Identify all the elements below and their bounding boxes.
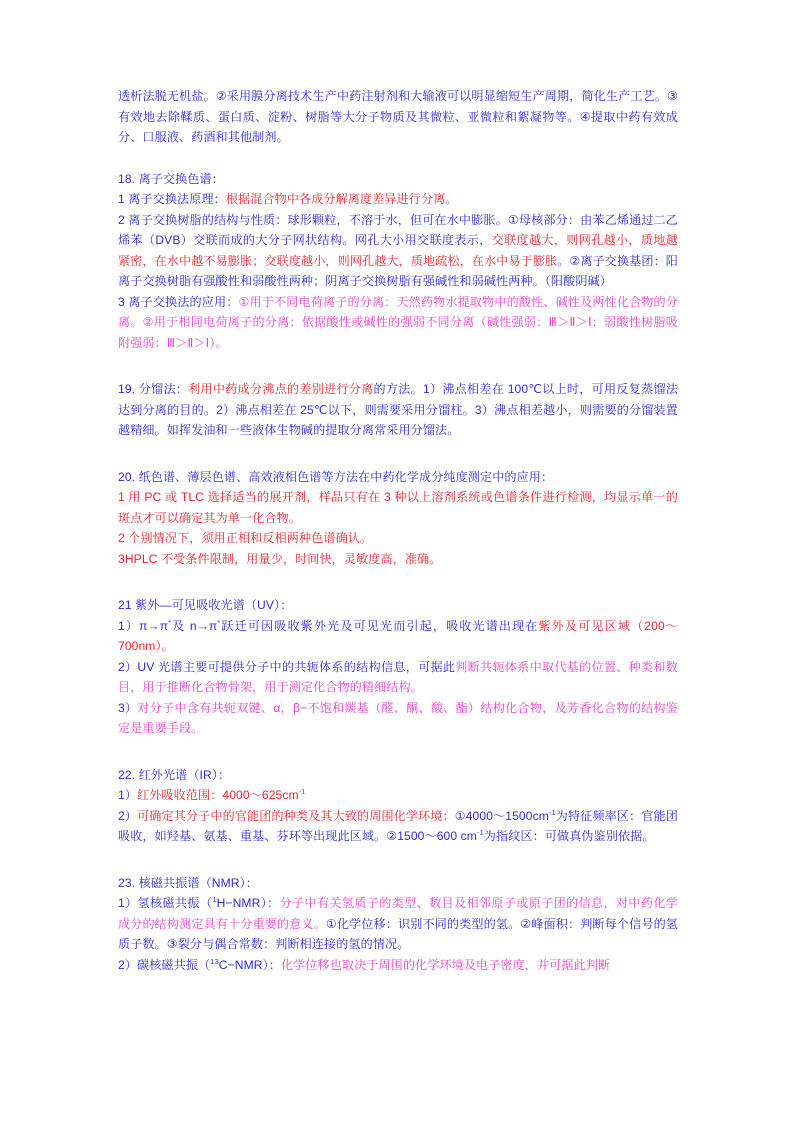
text-segment-highlight: 紫外及可见区域（200～700nm）。	[118, 618, 678, 653]
text-segment: 为指纹区：可做真伪鉴别依据。	[483, 829, 655, 843]
paragraph-17-continued	[118, 86, 678, 148]
text-segment: 透析法脱无机盐。②采用膜分离技术生产中药注射剂和大输液可以明显缩短生产周期，简化生产工艺。③有效地去除鞣质、蛋白质、淀粉、树脂等大分子物质及其微粒、亚微粒和絮凝物等。④提取中药有效成分、口服液、药酒和其他制剂。	[118, 89, 678, 144]
text-segment: 及 n→π	[171, 618, 218, 633]
text-segment: 2 离子交换树脂的结构与性质：	[118, 212, 288, 227]
paragraph-18-2	[118, 210, 678, 292]
text-segment: 22. 红外光谱（IR）：	[118, 767, 231, 782]
superscript-asterisk: *	[168, 617, 172, 627]
text-segment: ①化学位移：识别不同的类型的氢。②峰面积：判断每个信号的氢质子数。③裂分与偶合常数：判断相连接的氢的情况。	[118, 916, 678, 951]
superscript-isotope: 13	[210, 956, 219, 966]
text-segment-highlight: 3HPLC 不受条件限制，用量少，时间快，灵敏度高，准确。	[118, 551, 442, 566]
superscript-wavenumber: -1	[298, 786, 306, 796]
text-segment: 23. 核磁共振谱（NMR）：	[118, 875, 258, 890]
superscript-asterisk: *	[217, 617, 221, 627]
text-segment: H−NMR）：	[216, 896, 280, 910]
heading-23	[118, 873, 678, 894]
heading-22	[118, 765, 678, 786]
text-segment-highlight: 红外吸收范围：4000～625cm	[137, 788, 299, 802]
text-segment-highlight: 根据混合物中各成分解离度差异进行分离。	[225, 192, 458, 206]
text-segment: 18. 离子交换色谱：	[118, 171, 224, 186]
paragraph-22-2	[118, 806, 678, 847]
text-segment: 的方法。1）沸点相差在 100℃以上时，可用反复蒸馏法达到分离的目的。2）沸点相差在 25℃以下，则需要采用分馏柱。3）沸点相差越小，则需要的分馏装置越精细。如挥发油和一些液体生物碱的提取分离常采用分馏法。	[118, 382, 678, 437]
text-segment-highlight: 对分子中含有共轭双键、α，β−不饱和羰基（醛、酮、酸、酯）结构化合物，及芳香化合物的结构鉴定是重要手段。	[118, 700, 678, 735]
paragraph-22-1	[118, 785, 678, 806]
spacer	[118, 739, 678, 765]
text-segment-highlight: 分子中有关氢质子的类型、数目及相邻原子或原子团的信息，对中药化学成分的结构测定具有十分重要的意义。	[118, 896, 679, 931]
text-segment: 20. 纸色谱、薄层色谱、高效液相色谱等方法在中药化学成分纯度测定中的应用：	[118, 469, 554, 484]
text-segment: 。②离子交换基团：	[557, 253, 666, 268]
text-segment: 2）碳核磁共振（	[118, 957, 211, 972]
text-segment: C−NMR）：	[218, 957, 281, 972]
text-segment: 1）	[118, 788, 138, 802]
paragraph-19	[118, 379, 678, 441]
spacer	[118, 847, 678, 873]
paragraph-20-3	[118, 549, 678, 570]
text-segment: 3）	[118, 700, 138, 715]
paragraph-20-1	[118, 487, 678, 528]
heading-20	[118, 467, 678, 488]
paragraph-21-3	[118, 698, 678, 739]
text-segment: 19. 分馏法：	[118, 382, 189, 396]
spacer	[118, 353, 678, 379]
paragraph-20-2	[118, 528, 678, 549]
spacer	[118, 441, 678, 467]
text-segment-highlight: 利用中药成分沸点的差别进行分离	[188, 382, 374, 396]
superscript-isotope: 1	[212, 894, 217, 904]
text-segment-highlight: 1 用 PC 或 TLC 选择适当的展开剂，样品只有在 3 种以上溶剂系统或色谱条件进行检测，均显示单一的斑点才可以确定其为单一化合物。	[118, 490, 678, 525]
text-segment-highlight: 可确定其分子中的官能团的种类及其大致的周围化学环境：	[137, 808, 455, 823]
paragraph-21-2	[118, 657, 678, 698]
text-segment: 阳离子交换树脂有强酸性和弱酸性两种；阴离子交换树脂有强碱性和弱碱性两种。（阳酸阴碱）	[118, 253, 678, 288]
text-segment: 。①母核部分：由苯乙烯通过二乙烯苯（DVB）交联而成的大分子网状结构。网孔大小用交联度表示，	[118, 212, 679, 247]
text-segment: 2）UV 光谱主要可提供分子中的共轭体系的结构信息，可据此	[118, 659, 456, 674]
text-segment: 1）π→π	[118, 618, 169, 633]
paragraph-18-3	[118, 292, 678, 354]
spacer	[118, 148, 678, 169]
superscript-wavenumber: -1	[476, 827, 484, 837]
text-segment: 为特征频率区：官能团吸收，如羟基、氨基、重基、芬环等出现此区域。②1500～600 cm	[118, 808, 678, 843]
text-segment: 21 紫外—可见吸收光谱（UV）：	[118, 598, 293, 612]
heading-18	[118, 169, 678, 190]
text-segment-highlight: 交联度越大，则网孔越小，质地越紧密，在水中越不易膨胀；交联度越小，则网孔越大，质地疏松，在水中易于膨胀	[118, 233, 678, 268]
paragraph-18-1	[118, 189, 678, 210]
text-segment-highlight: 判断共轭体系中取代基的位置、种类和数目，用于推断化合物骨架，用于测定化合物的精细结构。	[118, 659, 678, 694]
text-segment-highlight: ①用于不同电荷离子的分离：天然药物水提取物中的酸性、碱性及两性化合物的分离。②用于相同电荷离子的分离：依据酸性或碱性的强弱不同分离（碱性强弱：Ⅲ＞Ⅱ＞Ⅰ；弱酸性树脂吸附强弱：Ⅲ＞Ⅱ＞Ⅰ）。	[118, 294, 678, 350]
text-segment: 1）氢核磁共振（	[118, 896, 213, 910]
heading-21	[118, 595, 678, 616]
paragraph-23-2	[118, 955, 678, 976]
text-segment: 球形颗粒，不溶于水，但可在水中膨胀	[287, 212, 496, 227]
paragraph-21-1	[118, 616, 678, 657]
paragraph-23-1	[118, 893, 678, 955]
superscript-wavenumber: -1	[548, 807, 556, 817]
text-segment: 跃迁可因吸收紫外光及可见光而引起，吸收光谱出现在	[220, 618, 539, 633]
spacer	[118, 569, 678, 595]
document-body	[118, 86, 678, 975]
text-segment: 2）	[118, 808, 138, 823]
text-segment: ①4000～1500cm	[454, 808, 549, 823]
text-segment: 1 离子交换法原理：	[118, 192, 226, 206]
text-segment-highlight: 2 个别情况下，须用正相和反相两种色谱确认。	[118, 531, 373, 545]
text-segment-highlight: 化学位移也取决于周围的化学环境及电子密度，并可据此判断	[280, 957, 611, 972]
text-segment: 3 离子交换法的应用：	[118, 294, 239, 309]
